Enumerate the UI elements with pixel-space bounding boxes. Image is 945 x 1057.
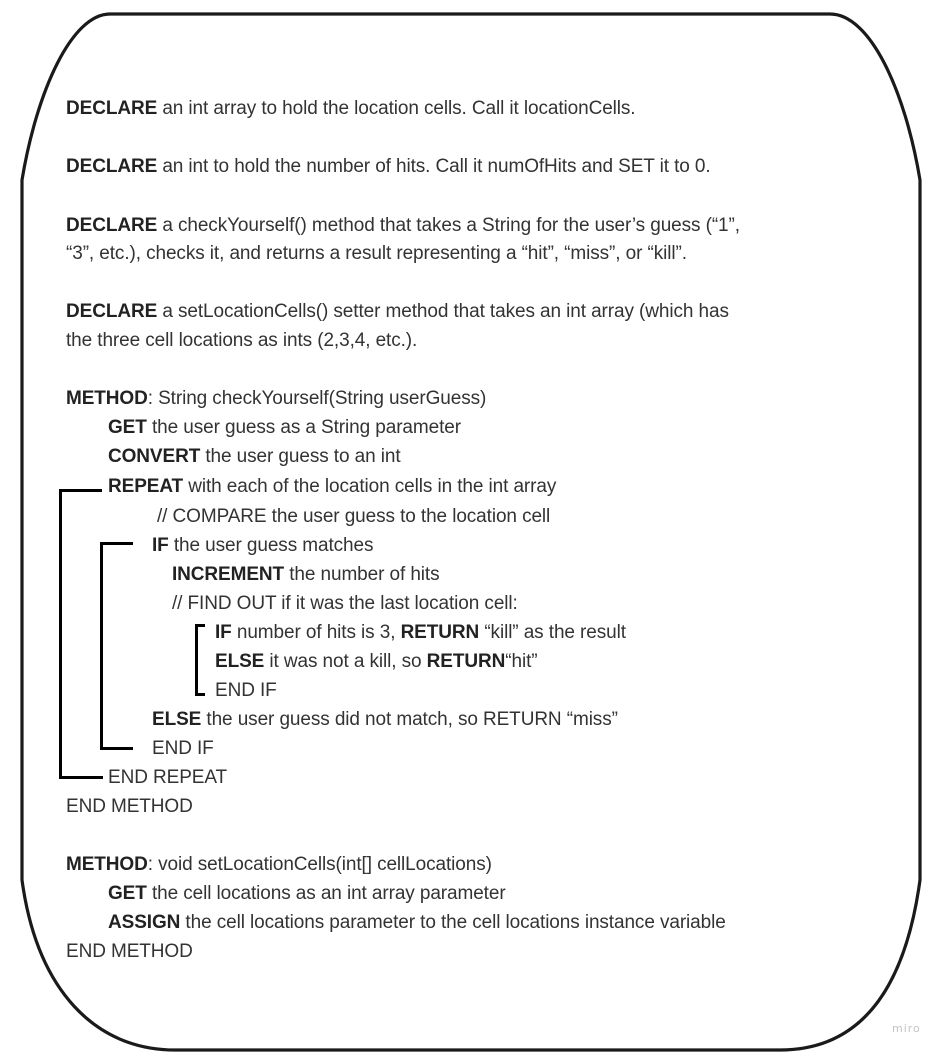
method-check-yourself-end: END METHOD: [66, 796, 193, 817]
step-if-kill: IF number of hits is 3, RETURN “kill” as the result: [215, 622, 626, 643]
inner-if-bracket-bottom: [195, 693, 205, 696]
step-inner-end-if: END IF: [215, 680, 277, 701]
method-set-location-cells-end: END METHOD: [66, 941, 193, 962]
repeat-bracket-bottom: [59, 776, 103, 779]
if-bracket-top: [100, 542, 133, 545]
step-else-miss: ELSE the user guess did not match, so RETURN “miss”: [152, 709, 618, 730]
repeat-bracket-top: [59, 489, 102, 492]
step-assign: ASSIGN the cell locations parameter to the cell locations instance variable: [108, 912, 726, 933]
step-get-cell-locations: GET the cell locations as an int array parameter: [108, 883, 506, 904]
inner-if-bracket-vertical: [195, 624, 198, 696]
declare-check-yourself: DECLARE a checkYourself() method that takes a String for the user’s guess (“1”,: [66, 215, 740, 236]
step-repeat: REPEAT with each of the location cells in the int array: [108, 476, 557, 497]
declare-location-cells: DECLARE an int array to hold the location cells. Call it locationCells.: [66, 98, 636, 119]
method-set-location-cells-signature: METHOD: void setLocationCells(int[] cellLocations): [66, 854, 492, 875]
declare-num-of-hits: DECLARE an int to hold the number of hits. Call it numOfHits and SET it to 0.: [66, 156, 711, 177]
if-bracket-vertical: [100, 542, 103, 750]
step-convert-guess: CONVERT the user guess to an int: [108, 446, 401, 467]
declare-set-location-cells-cont: the three cell locations as ints (2,3,4, etc.).: [66, 330, 418, 351]
declare-set-location-cells: DECLARE a setLocationCells() setter method that takes an int array (which has: [66, 301, 729, 322]
step-end-if: END IF: [152, 738, 214, 759]
miro-watermark: miro: [892, 1022, 921, 1035]
step-end-repeat: END REPEAT: [108, 767, 228, 788]
if-bracket-bottom: [100, 747, 133, 750]
step-increment: INCREMENT the number of hits: [172, 564, 440, 585]
declare-check-yourself-cont: “3”, etc.), checks it, and returns a result representing a “hit”, “miss”, or “kill”.: [66, 243, 687, 264]
comment-find-out: // FIND OUT if it was the last location cell:: [172, 593, 518, 614]
comment-compare: // COMPARE the user guess to the location cell: [157, 506, 551, 527]
method-check-yourself-signature: METHOD: String checkYourself(String userGuess): [66, 388, 487, 409]
repeat-bracket-vertical: [59, 489, 62, 779]
step-get-guess: GET the user guess as a String parameter: [108, 417, 461, 438]
step-if-match: IF the user guess matches: [152, 535, 374, 556]
step-else-hit: ELSE it was not a kill, so RETURN“hit”: [215, 651, 538, 672]
